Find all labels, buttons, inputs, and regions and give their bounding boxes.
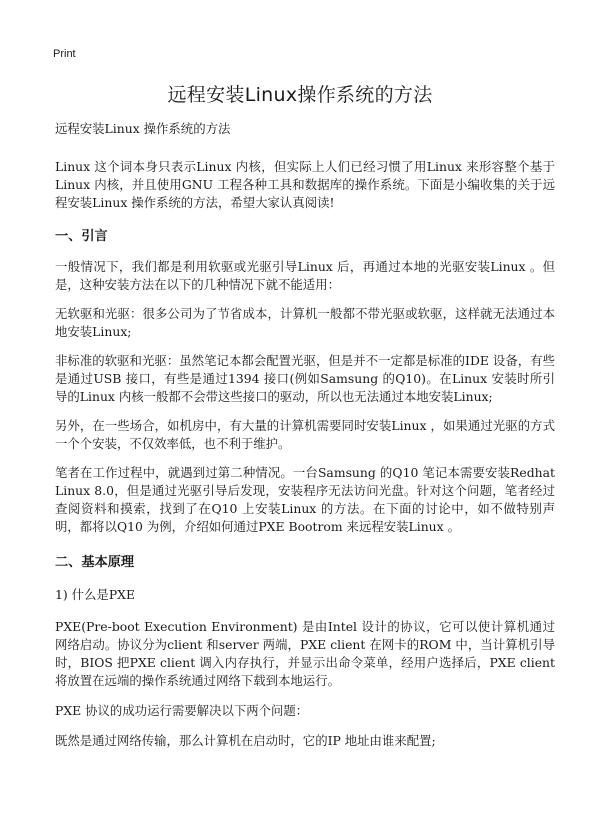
page-title: 远程安装Linux操作系统的方法 (167, 84, 433, 106)
intro-paragraph: Linux 这个词本身只表示Linux 内核，但实际上人们已经习惯了用Linux 来形容整个基于Linux 内核，并且使用GNU 工程各种工具和数据库的操作系统。下面是小编收集的关于远程安装Linux 操作系统的方法，希望大家认真阅读! (55, 159, 555, 210)
paragraph: 非标准的软驱和光驱：虽然笔记本都会配置光驱，但是并不一定都是标准的IDE 设备，有些是通过USB 接口，有些是通过1394 接口(例如Samsung 的Q10)。在Linux 安装时所引导的Linux 内核一般都不会带这些接口的驱动，所以也无法通过本地安装Linux; (55, 353, 555, 404)
paragraph: 既然是通过网络传输，那么计算机在启动时，它的IP 地址由谁来配置; (55, 733, 436, 748)
document-subtitle: 远程安装Linux 操作系统的方法 (55, 121, 231, 136)
document-body (55, 120, 555, 750)
paragraph: 无软驱和光驱：很多公司为了节省成本，计算机一般都不带光驱或软驱，这样就无法通过本地安装Linux; (55, 306, 555, 339)
paragraph: 一般情况下，我们都是利用软驱或光驱引导Linux 后，再通过本地的光驱安装Linux 。但是，这种安装方法在以下的几种情况下就不能适用： (55, 259, 555, 292)
print-label[interactable]: Print (53, 48, 76, 60)
paragraph: PXE(Pre-boot Execution Environment) 是由Intel 设计的协议，它可以使计算机通过网络启动。协议分为client 和server 两端，PXE client 在网卡的ROM 中，当计算机引导时，BIOS 把PXE client 调入内存执行，并显示出命令菜单，经用户选择后，PXE client 将放置在远端的操作系统通过网络下载到本地运行。 (55, 619, 555, 688)
section-heading-introduction: 一、引言 (55, 229, 108, 244)
paragraph: PXE 协议的成功运行需要解决以下两个问题： (55, 703, 309, 718)
section-heading-basic-principles: 二、基本原理 (55, 555, 135, 570)
subsection-heading-pxe: 1) 什么是PXE (55, 587, 136, 602)
paragraph: 另外，在一些场合，如机房中，有大量的计算机需要同时安装Linux ，如果通过光驱的方式一个个安装，不仅效率低，也不利于维护。 (55, 418, 555, 451)
paragraph: 笔者在工作过程中，就遇到过第二种情况。一台Samsung 的Q10 笔记本需要安装Redhat Linux 8.0，但是通过光驱引导后发现，安装程序无法访问光盘。针对这个问题，笔者经过查阅资料和摸索，找到了在Q10 上安装Linux 的方法。在下面的讨论中，如不做特别声明，都将以Q10 为例，介绍如何通过PXE Bootrom 来远程安装Linux 。 (55, 465, 555, 534)
